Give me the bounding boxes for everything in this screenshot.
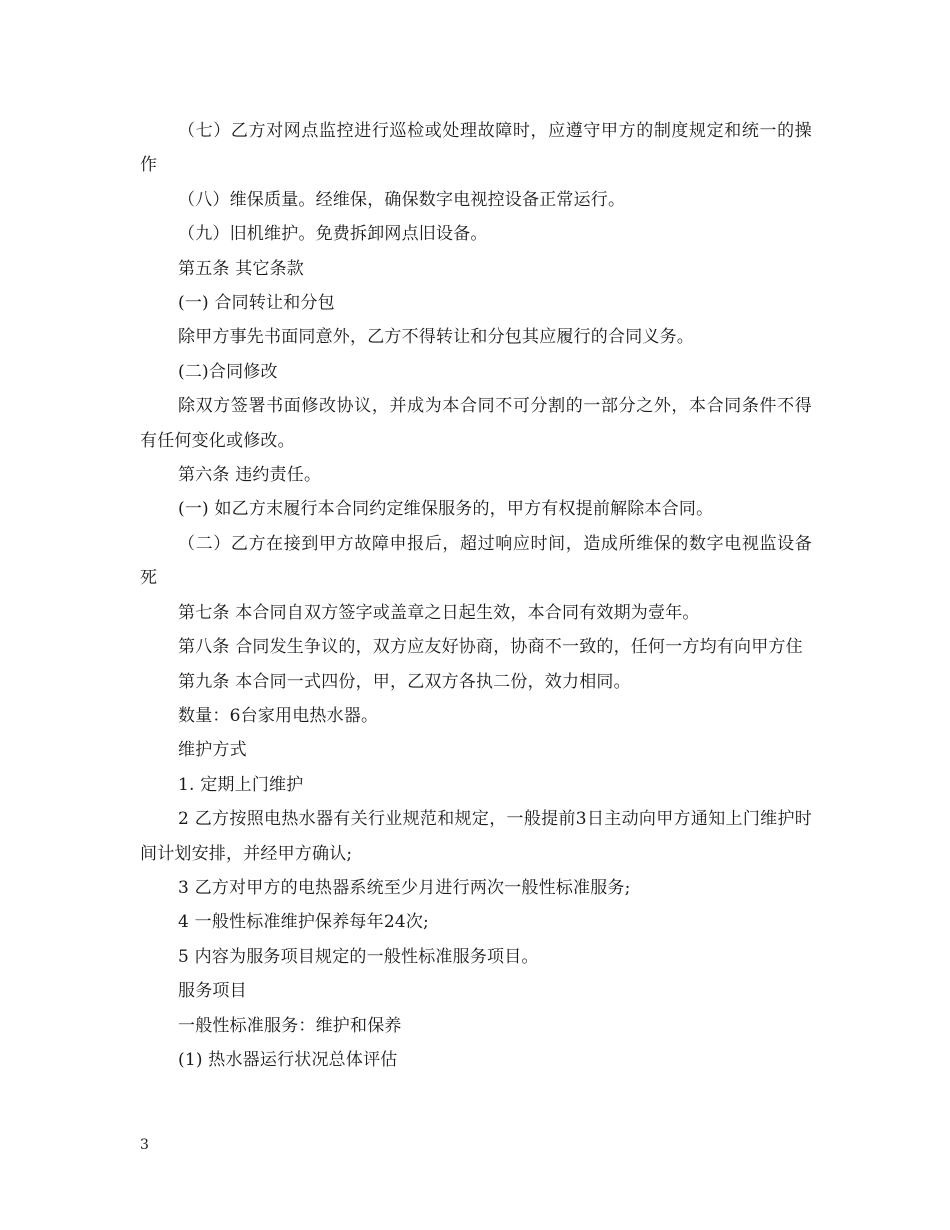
paragraph: 3 乙方对甲方的电热器系统至少月进行两次一般性标准服务; bbox=[178, 877, 631, 898]
paragraph: 服务项目 bbox=[178, 981, 247, 1002]
paragraph: 第七条 本合同自双方签字或盖章之日起生效，本合同有效期为壹年。 bbox=[178, 602, 700, 623]
page-number: 3 bbox=[140, 1137, 149, 1153]
paragraph: 第六条 违约责任。 bbox=[178, 465, 322, 486]
paragraph: 4 一般性标准维护保养每年24次; bbox=[178, 912, 429, 933]
paragraph: 2 乙方按照电热水器有关行业规范和规定，一般提前3日主动向甲方通知上门维护时间计划安排，并经甲方确认; bbox=[140, 809, 812, 864]
paragraph: 除甲方事先书面同意外，乙方不得转让和分包其应履行的合同义务。 bbox=[178, 327, 694, 348]
paragraph: 数量：6台家用电热水器。 bbox=[178, 705, 379, 726]
paragraph: 第八条 合同发生争议的，双方应友好协商，协商不一致的，任何一方均有向甲方住 bbox=[178, 637, 803, 658]
paragraph: （八）维保质量。经维保，确保数字电视控设备正常运行。 bbox=[178, 189, 626, 210]
paragraph: (1) 热水器运行状况总体评估 bbox=[178, 1049, 398, 1070]
paragraph: 第九条 本合同一式四份，甲，乙双方各执二份，效力相同。 bbox=[178, 671, 631, 692]
paragraph: (二)合同修改 bbox=[178, 361, 278, 382]
paragraph: 1. 定期上门维护 bbox=[178, 774, 304, 795]
paragraph: (一) 合同转让和分包 bbox=[178, 293, 335, 314]
paragraph: 一般性标准服务：维护和保养 bbox=[178, 1015, 402, 1036]
paragraph: 除双方签署书面修改协议，并成为本合同不可分割的一部分之外，本合同条件不得有任何变化或修改。 bbox=[140, 396, 812, 451]
document-body bbox=[140, 114, 812, 1077]
paragraph: 维护方式 bbox=[178, 740, 247, 761]
paragraph: （七）乙方对网点监控进行巡检或处理故障时，应遵守甲方的制度规定和统一的操作 bbox=[140, 121, 812, 176]
paragraph: (一) 如乙方末履行本合同约定维保服务的，甲方有权提前解除本合同。 bbox=[178, 499, 714, 520]
paragraph: 第五条 其它条款 bbox=[178, 258, 305, 279]
paragraph: （二）乙方在接到甲方故障申报后，超过响应时间，造成所维保的数字电视监设备死 bbox=[140, 533, 812, 589]
paragraph: 5 内容为服务项目规定的一般性标准服务项目。 bbox=[178, 946, 539, 967]
paragraph: （九）旧机维护。免费拆卸网点旧设备。 bbox=[178, 224, 488, 245]
